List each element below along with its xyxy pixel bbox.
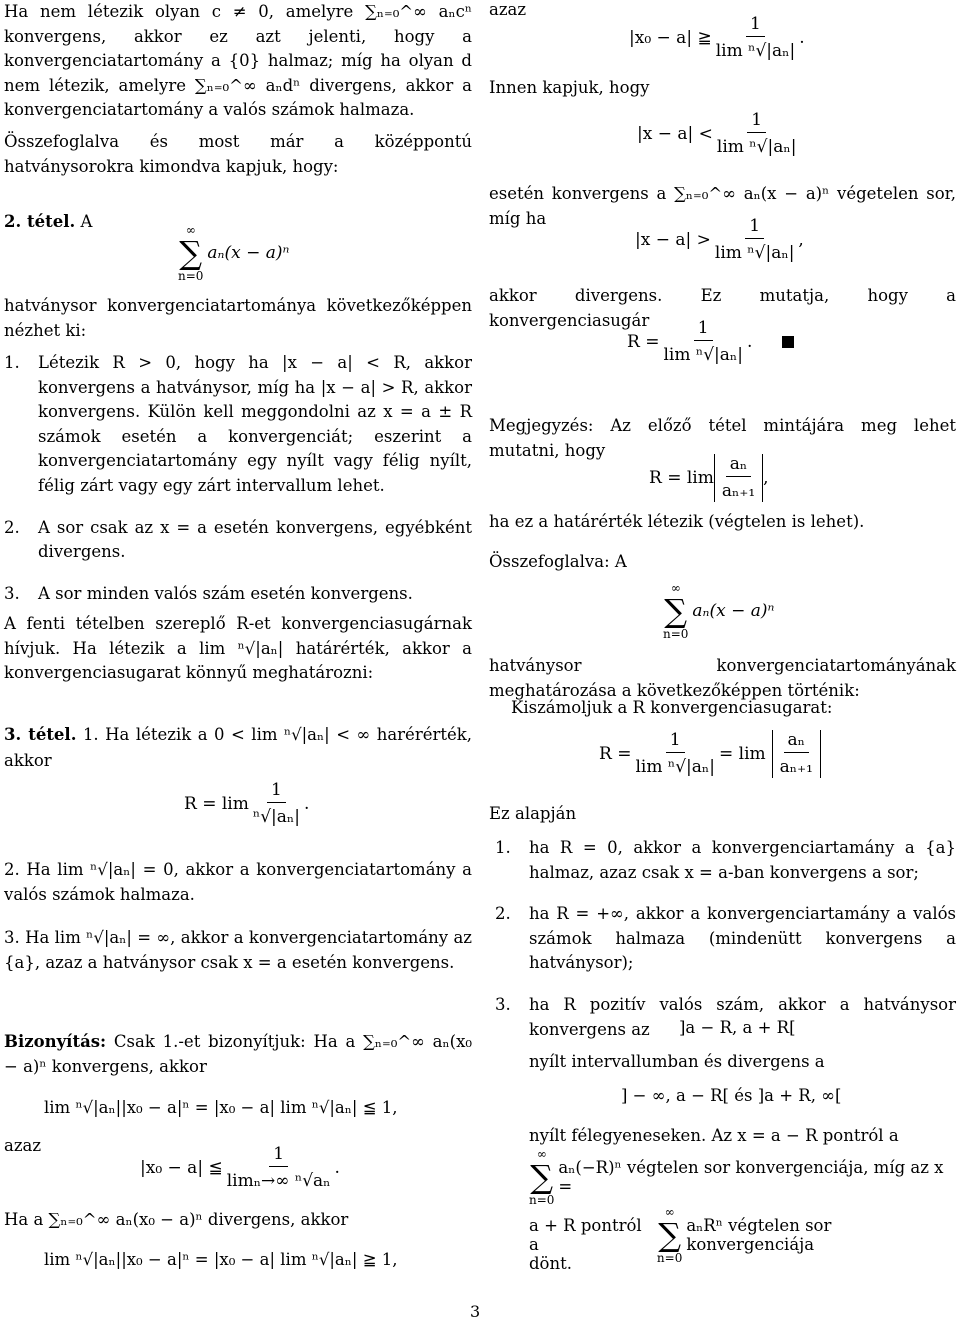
proof-text-2: Ha a ∑ₙ₌₀^∞ aₙ(x₀ − a)ⁿ divergens, akkor xyxy=(4,1210,349,1229)
theorem-2-heading xyxy=(4,212,92,231)
list-item: 1. Létezik R > 0, hogy ha |x − a| < R, akkor konvergens a hatványsor, míg ha |x − a| > R, akkor konvergens. Külön kell meggondolni az x = a ± R számok esetén a konvergenciát; eszerint a konvergenciatartomány egy nyílt vagy félig nyílt, félig zárt vagy egy zárt intervallum lehet. xyxy=(4,353,472,495)
dont-text: dönt. xyxy=(529,1254,572,1273)
paragraph-hatvanysor: hatványsor konvergenciatartománya következőképpen nézhet ki: xyxy=(4,296,472,340)
fraction: $\frac{1}{\text{lim ⁿ√|aₙ|}}$ xyxy=(715,14,796,61)
fraction: $\frac{1}{\text{lim ⁿ√|aₙ|}}$ xyxy=(635,730,715,777)
equation-radius: R = $\frac{1}{\text{lim ⁿ√|aₙ|}}$ . xyxy=(627,318,794,366)
list-item: 3. ha R pozitív valós szám, akkor a hatványsor konvergens az xyxy=(495,994,956,1039)
sum-symbol: ∞ ∑ n=0 xyxy=(656,1205,683,1265)
proof-label: Bizonyítás: xyxy=(4,1032,107,1051)
proof xyxy=(4,1030,472,1079)
paragraph-remark: Megjegyzés: Az előző tétel mintájára meg lehet mutatni, hogy xyxy=(489,416,956,460)
theorem-3-item-3: 3. Ha lim ⁿ√|aₙ| = ∞, akkor a konvergenciatartomány az {a}, azaz a hatványsor csak x = a esetén konvergens. xyxy=(4,928,472,972)
fraction: $\frac{1}{\text{lim ⁿ√|aₙ|}}$ xyxy=(716,110,797,157)
series-left-endpoint: ∞ ∑ n=0 aₙ(−R)ⁿ végtelen sor konvergenciája, míg az x = xyxy=(529,1147,944,1207)
paragraph-eseten: esetén konvergens a ∑ₙ₌₀^∞ aₙ(x − a)ⁿ végetelen sor, míg ha xyxy=(489,184,956,228)
paragraph-nyilt: nyílt intervallumban és divergens a xyxy=(529,1052,825,1071)
theorem-3-text: 1. Ha létezik a 0 < lim ⁿ√|aₙ| < ∞ harérérték, akkor xyxy=(4,725,472,770)
paragraph-ha-ez: ha ez a határérték létezik (végtelen is lehet). xyxy=(489,512,865,531)
proof-equation-2: |x₀ − a| ≦ $\frac{1}{\text{limₙ→∞ ⁿ√aₙ}}$ . xyxy=(140,1144,340,1191)
right-series-formula: ∞ ∑ n=0 aₙ(x − a)ⁿ xyxy=(663,581,775,641)
series-right-endpoint: a + R pontról a ∞ ∑ n=0 aₙRⁿ végtelen sor konvergenciája xyxy=(529,1205,832,1265)
interval-open: ]a − R, a + R[ xyxy=(679,1018,796,1037)
theorem-2-label: 2. tétel. xyxy=(4,212,76,231)
series-term: aₙ(x − a)ⁿ xyxy=(207,243,290,263)
fraction: $\frac{\text{aₙ}}{\text{aₙ₊₁}}$ xyxy=(779,730,813,777)
list-item: 2. A sor csak az x = a esetén konvergens, egyébként divergens. xyxy=(4,517,472,562)
proof-equation-3: lim ⁿ√|aₙ||x₀ − a|ⁿ = |x₀ − a| lim ⁿ√|aₙ| ≧ 1, xyxy=(44,1250,398,1269)
right-azaz: azaz xyxy=(489,0,527,19)
proof-equation-1: lim ⁿ√|aₙ||x₀ − a|ⁿ = |x₀ − a| lim ⁿ√|aₙ| ≦ 1, xyxy=(44,1098,398,1117)
proof-text: Csak 1.-et bizonyítjuk: Ha a ∑ₙ₌₀^∞ aₙ(x₀ − a)ⁿ konvergens, akkor xyxy=(4,1032,472,1076)
kiszamoljuk-text: Kiszámoljuk a R konvergenciasugarat: xyxy=(511,698,833,717)
summary-list xyxy=(495,836,956,1042)
fraction: $\frac{\text{aₙ}}{\text{aₙ₊₁}}$ xyxy=(721,454,756,501)
theorem-2-list xyxy=(4,351,472,606)
equation-x0-bound: |x₀ − a| ≧ $\frac{1}{\text{lim ⁿ√|aₙ|}}$ . xyxy=(629,14,805,61)
theorem-3 xyxy=(4,722,472,774)
fraction: $\frac{1}{\text{limₙ→∞ ⁿ√aₙ}}$ xyxy=(226,1144,331,1191)
paragraph-hatvanysor-determination: hatványsor konvergenciatartományának meghatározása a következőképpen történik: xyxy=(489,656,956,700)
paragraph-radius: A fenti tételben szereplő R-et konvergenciasugárnak hívjuk. Ha létezik a lim ⁿ√|aₙ| határérték, akkor a konvergenciasugarat könnyű meghatározni: xyxy=(4,614,472,683)
paragraph-akkor: akkor divergens. Ez mutatja, hogy a konvergenciasugár xyxy=(489,286,956,330)
equation-divergent: |x − a| > $\frac{1}{\text{lim ⁿ√|aₙ|}}$ , xyxy=(635,216,804,263)
ez-alapjan-text: Ez alapján xyxy=(489,804,577,823)
fraction: $\frac{1}{\text{lim ⁿ√|aₙ|}}$ xyxy=(663,318,743,365)
page-number: 3 xyxy=(470,1302,481,1321)
fraction: $\frac{1}{\text{lim ⁿ√|aₙ|}}$ xyxy=(714,216,795,263)
fraction: $\frac{1}{\text{ⁿ√|aₙ|}}$ xyxy=(252,780,300,827)
paragraph-intro: Ha nem létezik olyan c ≠ 0, amelyre ∑ₙ₌₀^∞ aₙcⁿ konvergens, akkor ez azt jelenti, hogy a konvergenciatartomány a {0} halmaz; míg ha olyan d nem létezik, amelyre ∑ₙ₌₀^∞ aₙdⁿ divergens, akkor a konvergenciatartomány a valós számok halmaza. xyxy=(4,2,472,120)
sum-symbol: ∞ ∑ n=0 xyxy=(178,223,204,283)
paragraph-felegy: nyílt félegyeneseken. Az x = a − R pontról a xyxy=(529,1126,899,1145)
equation-ratio: R = lim $\frac{\text{aₙ}}{\text{aₙ₊₁}}$ , xyxy=(649,454,769,501)
list-item: 2. ha R = +∞, akkor a konvergenciartamány a valós számok halmaza (mindenütt konvergens a hatványsor); xyxy=(495,904,956,973)
theorem-2-lead: A xyxy=(80,212,93,231)
summary-label: Összefoglalva: A xyxy=(489,552,627,571)
paragraph-summary: Összefoglalva és most már a középpontú hatványsorokra kimondva kapjuk, hogy: xyxy=(4,132,472,176)
theorem-3-equation: R = lim $\frac{1}{\text{ⁿ√|aₙ|}}$ . xyxy=(184,780,310,827)
interval-halflines: ] − ∞, a − R[ és ]a + R, ∞[ xyxy=(621,1086,842,1105)
theorem-3-item-2: 2. Ha lim ⁿ√|aₙ| = 0, akkor a konvergenciatartomány a valós számok halmaza. xyxy=(4,860,472,904)
innen-text: Innen kapjuk, hogy xyxy=(489,78,650,97)
equation-convergent: |x − a| < $\frac{1}{\text{lim ⁿ√|aₙ|}}$ xyxy=(637,110,797,157)
proof-azaz: azaz xyxy=(4,1136,42,1155)
series-formula xyxy=(174,222,289,284)
qed-square-icon xyxy=(782,336,794,348)
theorem-3-label: 3. tétel. xyxy=(4,725,77,744)
list-item: 1. ha R = 0, akkor a konvergenciartamány a {a} halmaz, azaz csak x = a-ban konvergens a sor; xyxy=(495,838,956,882)
sum-symbol: ∞ ∑ n=0 xyxy=(529,1147,555,1207)
sum-symbol: ∞ ∑ n=0 xyxy=(663,581,689,641)
equation-radius-summary: R = $\frac{1}{\text{lim ⁿ√|aₙ|}}$ = lim $\frac{\text{aₙ}}{\text{aₙ₊₁}}$ xyxy=(599,730,821,778)
list-item: 3. A sor minden valós szám esetén konvergens. xyxy=(4,583,413,603)
